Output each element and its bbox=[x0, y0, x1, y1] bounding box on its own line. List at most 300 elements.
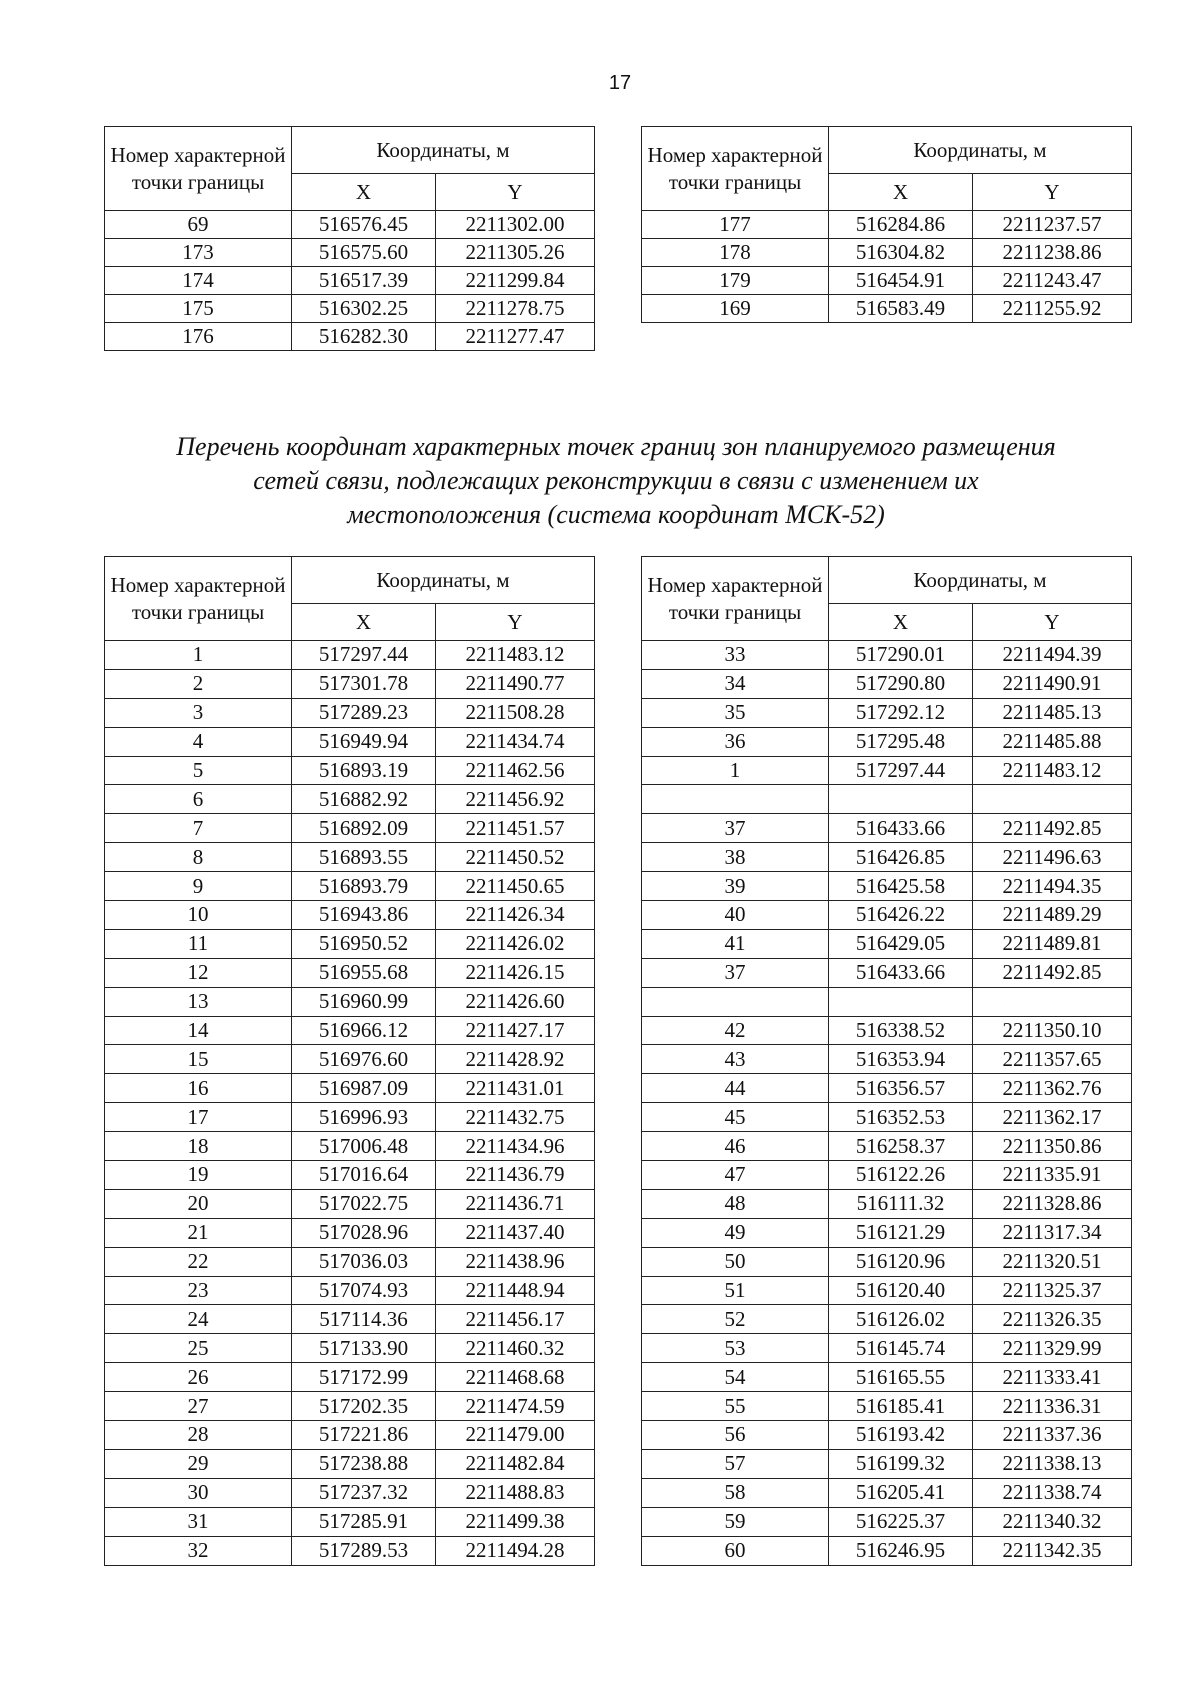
x-coordinate-cell: 517114.36 bbox=[292, 1305, 436, 1334]
x-coordinate-cell: 516185.41 bbox=[829, 1392, 973, 1421]
x-coordinate-cell: 516356.57 bbox=[829, 1074, 973, 1103]
y-coordinate-cell: 2211474.59 bbox=[436, 1392, 595, 1421]
table-row bbox=[642, 872, 1132, 901]
point-number-cell: 15 bbox=[105, 1045, 292, 1074]
point-number-cell: 55 bbox=[642, 1392, 829, 1421]
point-number-cell: 26 bbox=[105, 1363, 292, 1392]
point-number-cell: 60 bbox=[642, 1536, 829, 1565]
table-row bbox=[105, 1305, 595, 1334]
y-coordinate-cell: 2211456.92 bbox=[436, 785, 595, 814]
table-row bbox=[642, 987, 1132, 1016]
x-coordinate-cell: 516205.41 bbox=[829, 1478, 973, 1507]
x-coordinate-cell: 517133.90 bbox=[292, 1334, 436, 1363]
x-coordinate-cell: 517295.48 bbox=[829, 727, 973, 756]
point-number-cell: 173 bbox=[105, 239, 292, 267]
point-number-cell: 16 bbox=[105, 1074, 292, 1103]
point-number-cell: 14 bbox=[105, 1016, 292, 1045]
x-coordinate-cell: 516353.94 bbox=[829, 1045, 973, 1074]
point-number-cell: 28 bbox=[105, 1421, 292, 1450]
point-number-cell: 35 bbox=[642, 698, 829, 727]
point-number-cell bbox=[642, 785, 829, 814]
point-number-cell: 175 bbox=[105, 295, 292, 323]
table-row bbox=[642, 1392, 1132, 1421]
y-coordinate-cell: 2211482.84 bbox=[436, 1449, 595, 1478]
y-coordinate-cell: 2211338.74 bbox=[973, 1478, 1132, 1507]
point-number-cell: 53 bbox=[642, 1334, 829, 1363]
table-row bbox=[105, 872, 595, 901]
y-coordinate-cell: 2211426.34 bbox=[436, 901, 595, 930]
y-coordinate-cell: 2211428.92 bbox=[436, 1045, 595, 1074]
table-row bbox=[642, 1074, 1132, 1103]
x-coordinate-cell: 516996.93 bbox=[292, 1103, 436, 1132]
point-number-cell bbox=[642, 987, 829, 1016]
x-coordinate-cell: 516338.52 bbox=[829, 1016, 973, 1045]
point-number-cell: 56 bbox=[642, 1421, 829, 1450]
point-number-cell: 11 bbox=[105, 929, 292, 958]
y-coordinate-cell: 2211488.83 bbox=[436, 1478, 595, 1507]
table-row bbox=[642, 785, 1132, 814]
point-number-cell: 51 bbox=[642, 1276, 829, 1305]
x-coordinate-cell: 516576.45 bbox=[292, 211, 436, 239]
point-number-cell: 174 bbox=[105, 267, 292, 295]
x-coordinate-cell: 516575.60 bbox=[292, 239, 436, 267]
y-coordinate-cell: 2211329.99 bbox=[973, 1334, 1132, 1363]
x-coordinate-cell: 516433.66 bbox=[829, 814, 973, 843]
heading-line: Перечень координат характерных точек границ зон планируемого размещения bbox=[176, 432, 1056, 461]
y-coordinate-cell: 2211494.35 bbox=[973, 872, 1132, 901]
point-number-cell: 24 bbox=[105, 1305, 292, 1334]
y-coordinate-cell: 2211317.34 bbox=[973, 1218, 1132, 1247]
x-coordinate-cell: 516193.42 bbox=[829, 1421, 973, 1450]
point-number-cell: 34 bbox=[642, 669, 829, 698]
x-coordinate-cell: 516966.12 bbox=[292, 1016, 436, 1045]
table-row bbox=[105, 1478, 595, 1507]
y-coordinate-cell: 2211494.39 bbox=[973, 641, 1132, 670]
point-number-cell: 22 bbox=[105, 1247, 292, 1276]
point-number-cell: 69 bbox=[105, 211, 292, 239]
x-coordinate-cell: 516893.79 bbox=[292, 872, 436, 901]
x-coordinate-cell: 516517.39 bbox=[292, 267, 436, 295]
y-coordinate-cell: 2211483.12 bbox=[436, 641, 595, 670]
table-row bbox=[105, 1132, 595, 1161]
point-number-cell: 47 bbox=[642, 1161, 829, 1190]
x-coordinate-cell: 517202.35 bbox=[292, 1392, 436, 1421]
x-coordinate-cell: 516426.85 bbox=[829, 843, 973, 872]
point-number-cell: 177 bbox=[642, 211, 829, 239]
point-number-cell: 13 bbox=[105, 987, 292, 1016]
table-row bbox=[105, 641, 595, 670]
x-coordinate-cell: 517297.44 bbox=[292, 641, 436, 670]
x-coordinate-cell: 516454.91 bbox=[829, 267, 973, 295]
x-coordinate-cell bbox=[829, 785, 973, 814]
table-row bbox=[105, 814, 595, 843]
table-row bbox=[105, 756, 595, 785]
point-number-cell: 12 bbox=[105, 958, 292, 987]
point-number-cell: 1 bbox=[105, 641, 292, 670]
point-number-cell: 23 bbox=[105, 1276, 292, 1305]
point-number-cell: 46 bbox=[642, 1132, 829, 1161]
point-number-cell: 48 bbox=[642, 1189, 829, 1218]
table-row bbox=[105, 958, 595, 987]
table-row bbox=[642, 1363, 1132, 1392]
x-coordinate-cell: 517074.93 bbox=[292, 1276, 436, 1305]
point-number-cell: 9 bbox=[105, 872, 292, 901]
y-coordinate-cell: 2211350.10 bbox=[973, 1016, 1132, 1045]
table-row bbox=[642, 1189, 1132, 1218]
x-header: X bbox=[292, 604, 436, 641]
y-header: Y bbox=[436, 174, 595, 211]
x-coordinate-cell: 517006.48 bbox=[292, 1132, 436, 1161]
table-row bbox=[105, 1536, 595, 1565]
x-coordinate-cell: 516425.58 bbox=[829, 872, 973, 901]
x-coordinate-cell: 517290.01 bbox=[829, 641, 973, 670]
y-coordinate-cell: 2211460.32 bbox=[436, 1334, 595, 1363]
table-row bbox=[642, 1247, 1132, 1276]
table-row bbox=[642, 1103, 1132, 1132]
x-coordinate-cell: 516429.05 bbox=[829, 929, 973, 958]
table-row bbox=[642, 1045, 1132, 1074]
point-number-cell: 19 bbox=[105, 1161, 292, 1190]
x-coordinate-cell: 516583.49 bbox=[829, 295, 973, 323]
point-number-cell: 17 bbox=[105, 1103, 292, 1132]
y-coordinate-cell: 2211426.60 bbox=[436, 987, 595, 1016]
x-coordinate-cell: 516120.96 bbox=[829, 1247, 973, 1276]
table-row bbox=[642, 211, 1132, 239]
coordinates-header: Координаты, м bbox=[829, 127, 1132, 174]
x-coordinate-cell: 516126.02 bbox=[829, 1305, 973, 1334]
y-coordinate-cell: 2211494.28 bbox=[436, 1536, 595, 1565]
point-number-cell: 42 bbox=[642, 1016, 829, 1045]
y-coordinate-cell: 2211328.86 bbox=[973, 1189, 1132, 1218]
x-header: X bbox=[292, 174, 436, 211]
x-coordinate-cell: 516955.68 bbox=[292, 958, 436, 987]
table-row bbox=[642, 1016, 1132, 1045]
point-number-header: Номер характерной точки границы bbox=[642, 557, 829, 641]
point-number-cell: 36 bbox=[642, 727, 829, 756]
x-coordinate-cell: 516433.66 bbox=[829, 958, 973, 987]
point-number-header: Номер характерной точки границы bbox=[105, 557, 292, 641]
table-row bbox=[642, 1305, 1132, 1334]
table-row bbox=[105, 1507, 595, 1536]
x-coordinate-cell: 516121.29 bbox=[829, 1218, 973, 1247]
point-number-cell: 27 bbox=[105, 1392, 292, 1421]
table-row bbox=[642, 641, 1132, 670]
table-row bbox=[642, 958, 1132, 987]
x-coordinate-cell: 516987.09 bbox=[292, 1074, 436, 1103]
y-header: Y bbox=[973, 174, 1132, 211]
table-row bbox=[105, 1074, 595, 1103]
x-coordinate-cell: 516165.55 bbox=[829, 1363, 973, 1392]
point-number-cell: 50 bbox=[642, 1247, 829, 1276]
y-coordinate-cell: 2211243.47 bbox=[973, 267, 1132, 295]
y-header: Y bbox=[973, 604, 1132, 641]
y-coordinate-cell bbox=[973, 785, 1132, 814]
table-row bbox=[105, 295, 595, 323]
x-coordinate-cell: 516145.74 bbox=[829, 1334, 973, 1363]
table-row bbox=[642, 267, 1132, 295]
point-number-cell: 169 bbox=[642, 295, 829, 323]
x-coordinate-cell: 516282.30 bbox=[292, 323, 436, 351]
table-row bbox=[105, 987, 595, 1016]
table-row bbox=[105, 1189, 595, 1218]
point-number-cell: 49 bbox=[642, 1218, 829, 1247]
x-coordinate-cell: 516111.32 bbox=[829, 1189, 973, 1218]
point-number-header: Номер характерной точки границы bbox=[105, 127, 292, 211]
y-coordinate-cell: 2211340.32 bbox=[973, 1507, 1132, 1536]
y-coordinate-cell: 2211338.13 bbox=[973, 1449, 1132, 1478]
y-coordinate-cell: 2211333.41 bbox=[973, 1363, 1132, 1392]
table-row bbox=[105, 239, 595, 267]
point-number-cell: 179 bbox=[642, 267, 829, 295]
y-coordinate-cell: 2211451.57 bbox=[436, 814, 595, 843]
table-row bbox=[105, 669, 595, 698]
y-coordinate-cell: 2211426.15 bbox=[436, 958, 595, 987]
y-coordinate-cell: 2211450.65 bbox=[436, 872, 595, 901]
x-coordinate-cell: 517285.91 bbox=[292, 1507, 436, 1536]
x-coordinate-cell: 516960.99 bbox=[292, 987, 436, 1016]
y-coordinate-cell: 2211508.28 bbox=[436, 698, 595, 727]
point-number-cell: 30 bbox=[105, 1478, 292, 1507]
y-coordinate-cell: 2211427.17 bbox=[436, 1016, 595, 1045]
point-number-cell: 37 bbox=[642, 958, 829, 987]
table-row bbox=[105, 843, 595, 872]
x-coordinate-cell: 516882.92 bbox=[292, 785, 436, 814]
table-row bbox=[105, 1247, 595, 1276]
y-coordinate-cell: 2211320.51 bbox=[973, 1247, 1132, 1276]
table-row bbox=[642, 1536, 1132, 1565]
y-coordinate-cell: 2211490.77 bbox=[436, 669, 595, 698]
table-row bbox=[642, 843, 1132, 872]
table-row bbox=[105, 1045, 595, 1074]
y-coordinate-cell: 2211492.85 bbox=[973, 958, 1132, 987]
y-coordinate-cell: 2211434.74 bbox=[436, 727, 595, 756]
point-number-cell: 21 bbox=[105, 1218, 292, 1247]
y-coordinate-cell: 2211336.31 bbox=[973, 1392, 1132, 1421]
point-number-cell: 20 bbox=[105, 1189, 292, 1218]
point-number-cell: 33 bbox=[642, 641, 829, 670]
y-coordinate-cell: 2211342.35 bbox=[973, 1536, 1132, 1565]
x-coordinate-cell: 516943.86 bbox=[292, 901, 436, 930]
table-row bbox=[642, 1132, 1132, 1161]
point-number-cell: 29 bbox=[105, 1449, 292, 1478]
y-coordinate-cell: 2211426.02 bbox=[436, 929, 595, 958]
table-row bbox=[105, 267, 595, 295]
x-coordinate-cell: 517022.75 bbox=[292, 1189, 436, 1218]
table-row bbox=[642, 295, 1132, 323]
x-coordinate-cell: 516302.25 bbox=[292, 295, 436, 323]
table-row bbox=[105, 323, 595, 351]
y-coordinate-cell: 2211462.56 bbox=[436, 756, 595, 785]
section-heading bbox=[96, 430, 1136, 532]
table-row bbox=[105, 1103, 595, 1132]
point-number-cell: 176 bbox=[105, 323, 292, 351]
table-row bbox=[642, 669, 1132, 698]
point-number-cell: 44 bbox=[642, 1074, 829, 1103]
x-coordinate-cell: 516893.19 bbox=[292, 756, 436, 785]
x-coordinate-cell: 517016.64 bbox=[292, 1161, 436, 1190]
point-number-cell: 31 bbox=[105, 1507, 292, 1536]
x-coordinate-cell: 516304.82 bbox=[829, 239, 973, 267]
y-coordinate-cell: 2211325.37 bbox=[973, 1276, 1132, 1305]
coordinates-table-1-right bbox=[641, 126, 1132, 323]
table-row bbox=[105, 1392, 595, 1421]
coordinates-table-2-left bbox=[104, 556, 595, 1566]
x-coordinate-cell: 517028.96 bbox=[292, 1218, 436, 1247]
table-row bbox=[642, 929, 1132, 958]
y-coordinate-cell: 2211456.17 bbox=[436, 1305, 595, 1334]
table-row bbox=[105, 1363, 595, 1392]
y-coordinate-cell: 2211238.86 bbox=[973, 239, 1132, 267]
x-coordinate-cell: 517238.88 bbox=[292, 1449, 436, 1478]
point-number-cell: 59 bbox=[642, 1507, 829, 1536]
y-coordinate-cell: 2211434.96 bbox=[436, 1132, 595, 1161]
coordinates-header: Координаты, м bbox=[829, 557, 1132, 604]
heading-line: сетей связи, подлежащих реконструкции в связи с изменением их bbox=[253, 466, 979, 495]
point-number-cell: 45 bbox=[642, 1103, 829, 1132]
table-row bbox=[105, 1421, 595, 1450]
y-coordinate-cell: 2211450.52 bbox=[436, 843, 595, 872]
y-coordinate-cell: 2211326.35 bbox=[973, 1305, 1132, 1334]
x-coordinate-cell: 517292.12 bbox=[829, 698, 973, 727]
point-number-cell: 8 bbox=[105, 843, 292, 872]
x-coordinate-cell: 517172.99 bbox=[292, 1363, 436, 1392]
x-coordinate-cell: 516258.37 bbox=[829, 1132, 973, 1161]
coordinates-header: Координаты, м bbox=[292, 557, 595, 604]
point-number-cell: 37 bbox=[642, 814, 829, 843]
table-row bbox=[642, 727, 1132, 756]
table-row bbox=[105, 727, 595, 756]
x-coordinate-cell: 516246.95 bbox=[829, 1536, 973, 1565]
x-coordinate-cell: 517289.23 bbox=[292, 698, 436, 727]
y-coordinate-cell: 2211489.81 bbox=[973, 929, 1132, 958]
y-coordinate-cell: 2211362.17 bbox=[973, 1103, 1132, 1132]
point-number-cell: 38 bbox=[642, 843, 829, 872]
table-row bbox=[105, 1161, 595, 1190]
table-row bbox=[642, 901, 1132, 930]
point-number-cell: 54 bbox=[642, 1363, 829, 1392]
x-coordinate-cell: 516426.22 bbox=[829, 901, 973, 930]
x-coordinate-cell: 516976.60 bbox=[292, 1045, 436, 1074]
table-row bbox=[105, 211, 595, 239]
heading-line: местоположения (система координат МСК-52) bbox=[347, 500, 885, 529]
x-coordinate-cell: 517289.53 bbox=[292, 1536, 436, 1565]
point-number-cell: 58 bbox=[642, 1478, 829, 1507]
x-coordinate-cell: 517036.03 bbox=[292, 1247, 436, 1276]
table-row bbox=[105, 698, 595, 727]
y-header: Y bbox=[436, 604, 595, 641]
table-row bbox=[642, 1161, 1132, 1190]
table-row bbox=[642, 756, 1132, 785]
x-coordinate-cell bbox=[829, 987, 973, 1016]
y-coordinate-cell: 2211496.63 bbox=[973, 843, 1132, 872]
x-coordinate-cell: 516892.09 bbox=[292, 814, 436, 843]
y-coordinate-cell: 2211483.12 bbox=[973, 756, 1132, 785]
y-coordinate-cell: 2211489.29 bbox=[973, 901, 1132, 930]
x-coordinate-cell: 516284.86 bbox=[829, 211, 973, 239]
x-coordinate-cell: 516199.32 bbox=[829, 1449, 973, 1478]
point-number-header: Номер характерной точки границы bbox=[642, 127, 829, 211]
y-coordinate-cell: 2211492.85 bbox=[973, 814, 1132, 843]
y-coordinate-cell: 2211468.68 bbox=[436, 1363, 595, 1392]
x-coordinate-cell: 516120.40 bbox=[829, 1276, 973, 1305]
y-coordinate-cell: 2211278.75 bbox=[436, 295, 595, 323]
table-row bbox=[642, 1276, 1132, 1305]
table-row bbox=[642, 239, 1132, 267]
x-coordinate-cell: 516225.37 bbox=[829, 1507, 973, 1536]
table-row bbox=[105, 1218, 595, 1247]
y-coordinate-cell: 2211277.47 bbox=[436, 323, 595, 351]
point-number-cell: 10 bbox=[105, 901, 292, 930]
x-coordinate-cell: 516122.26 bbox=[829, 1161, 973, 1190]
point-number-cell: 32 bbox=[105, 1536, 292, 1565]
y-coordinate-cell: 2211350.86 bbox=[973, 1132, 1132, 1161]
point-number-cell: 57 bbox=[642, 1449, 829, 1478]
point-number-cell: 18 bbox=[105, 1132, 292, 1161]
x-coordinate-cell: 516893.55 bbox=[292, 843, 436, 872]
y-coordinate-cell: 2211337.36 bbox=[973, 1421, 1132, 1450]
point-number-cell: 5 bbox=[105, 756, 292, 785]
y-coordinate-cell: 2211305.26 bbox=[436, 239, 595, 267]
point-number-cell: 6 bbox=[105, 785, 292, 814]
table-row bbox=[642, 1507, 1132, 1536]
coordinates-header: Координаты, м bbox=[292, 127, 595, 174]
point-number-cell: 43 bbox=[642, 1045, 829, 1074]
point-number-cell: 2 bbox=[105, 669, 292, 698]
table-row bbox=[642, 698, 1132, 727]
point-number-cell: 40 bbox=[642, 901, 829, 930]
table-row bbox=[642, 1449, 1132, 1478]
table-row bbox=[105, 1276, 595, 1305]
point-number-cell: 178 bbox=[642, 239, 829, 267]
x-coordinate-cell: 516352.53 bbox=[829, 1103, 973, 1132]
y-coordinate-cell: 2211431.01 bbox=[436, 1074, 595, 1103]
x-header: X bbox=[829, 604, 973, 641]
point-number-cell: 41 bbox=[642, 929, 829, 958]
y-coordinate-cell: 2211362.76 bbox=[973, 1074, 1132, 1103]
x-coordinate-cell: 517301.78 bbox=[292, 669, 436, 698]
point-number-cell: 7 bbox=[105, 814, 292, 843]
coordinates-table-1-left bbox=[104, 126, 595, 351]
y-coordinate-cell: 2211499.38 bbox=[436, 1507, 595, 1536]
x-header: X bbox=[829, 174, 973, 211]
y-coordinate-cell: 2211448.94 bbox=[436, 1276, 595, 1305]
table-row bbox=[642, 1421, 1132, 1450]
y-coordinate-cell: 2211302.00 bbox=[436, 211, 595, 239]
y-coordinate-cell: 2211479.00 bbox=[436, 1421, 595, 1450]
table-row bbox=[105, 785, 595, 814]
y-coordinate-cell: 2211436.71 bbox=[436, 1189, 595, 1218]
page-number: 17 bbox=[608, 72, 632, 94]
table-row bbox=[642, 1334, 1132, 1363]
y-coordinate-cell: 2211436.79 bbox=[436, 1161, 595, 1190]
x-coordinate-cell: 516950.52 bbox=[292, 929, 436, 958]
x-coordinate-cell: 517290.80 bbox=[829, 669, 973, 698]
table-row bbox=[105, 1016, 595, 1045]
table-row bbox=[105, 901, 595, 930]
x-coordinate-cell: 517237.32 bbox=[292, 1478, 436, 1507]
coordinates-table-2-right bbox=[641, 556, 1132, 1566]
table-row bbox=[642, 1478, 1132, 1507]
x-coordinate-cell: 517297.44 bbox=[829, 756, 973, 785]
point-number-cell: 25 bbox=[105, 1334, 292, 1363]
y-coordinate-cell bbox=[973, 987, 1132, 1016]
point-number-cell: 3 bbox=[105, 698, 292, 727]
table-row bbox=[105, 1449, 595, 1478]
point-number-cell: 1 bbox=[642, 756, 829, 785]
x-coordinate-cell: 517221.86 bbox=[292, 1421, 436, 1450]
y-coordinate-cell: 2211438.96 bbox=[436, 1247, 595, 1276]
table-row bbox=[642, 1218, 1132, 1247]
